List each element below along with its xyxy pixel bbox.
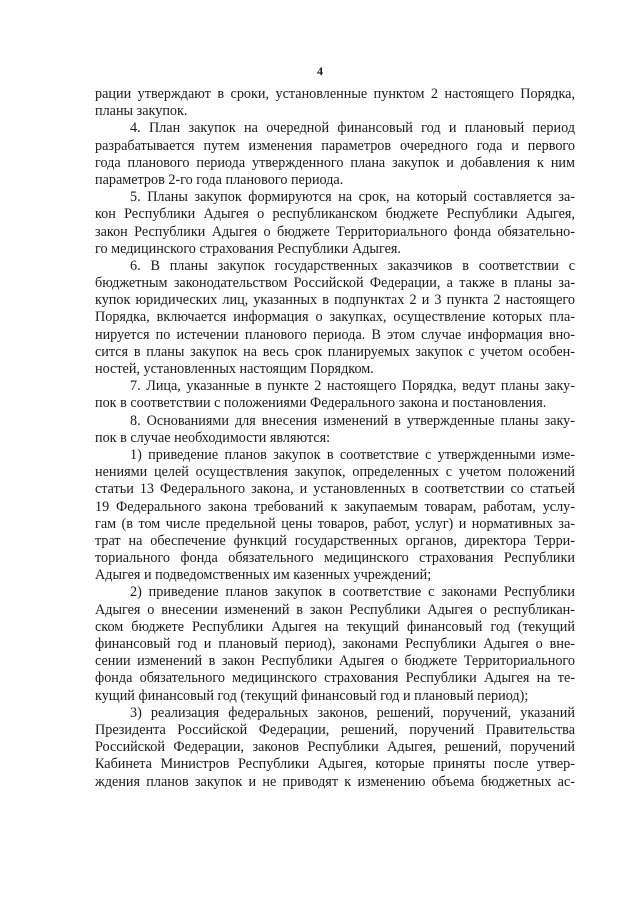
text-line: 7. Лица, указанные в пункте 2 настоящего Порядка, ведут планы заку- (130, 378, 575, 395)
text-line: 4. План закупок на очередной финансовый год и плановый период (130, 120, 575, 137)
text-line: 6. В планы закупок государственных заказчиков в соответствии с (130, 257, 575, 274)
text-line: пок в случае необходимости являются: (95, 429, 331, 446)
text-line: ском бюджете Республики Адыгея на текущий финансовый год (текущий (95, 618, 575, 635)
text-line: 19 Федерального закона требований к закупаемым товарам, работам, услу- (95, 498, 575, 515)
text-line: разрабатывается путем изменения параметров очередного года и первого (95, 137, 575, 154)
text-line: кон Республики Адыгея о республиканском бюджете Республики Адыгея, (95, 206, 575, 223)
text-line: параметров 2-го года планового периода. (95, 171, 344, 188)
text-line: закон Республики Адыгея о бюджете Территориального фонда обязательно- (95, 223, 575, 240)
page-number: 4 (317, 64, 323, 78)
text-line: нениями целей осуществления закупок, определенных с учетом положений (95, 464, 575, 481)
text-line: Российской Федерации, законов Республики Адыгея, решений, поручений (95, 739, 575, 756)
text-line: гам (в том числе предельной цены товаров, работ, услуг) и нормативных за- (95, 515, 575, 532)
text-line: купок юридических лиц, указанных в подпунктах 2 и 3 пункта 2 настоящего (95, 292, 575, 309)
text-line: финансовый год и плановый период), законами Республики Адыгея о вне- (95, 636, 575, 652)
text-line: рации утверждают в сроки, установленные пунктом 2 настоящего Порядка, (95, 86, 575, 102)
text-line: года планового периода утвержденного плана закупок и добавления к ним (95, 154, 575, 171)
text-line: сении изменений в закон Республики Адыгея о бюджете Территориального (95, 653, 575, 670)
body-text (95, 86, 575, 791)
text-line: фонда обязательного медицинского страхования Республики Адыгея на те- (95, 670, 575, 687)
text-line: Президента Российской Федерации, решений, поручений Правительства (95, 721, 575, 738)
text-line: планы закупок. (95, 103, 188, 120)
text-line: пок в соответствии с положениями Федерального закона и постановления. (95, 395, 547, 412)
text-line: ториального фонда обязательного медицинского страхования Республики (95, 550, 575, 567)
text-line: бюджетным законодательством Российской Федерации, а также в планы за- (95, 275, 575, 292)
text-line: 1) приведение планов закупок в соответствие с утвержденными изме- (130, 446, 575, 463)
text-line: Порядка, включается информация о закупках, осуществление которых пла- (95, 309, 575, 326)
text-line: 5. Планы закупок формируются на срок, на который составляется за- (130, 189, 575, 206)
text-line: ностей, установленных настоящим Порядком. (95, 361, 374, 377)
text-line: кущий финансовый год (текущий финансовый год и плановый период); (95, 687, 529, 704)
text-line: сится в планы закупок на весь срок планируемых закупок с учетом особен- (95, 343, 575, 360)
text-line: ждения планов закупок и не приводят к изменению объема бюджетных ас- (95, 773, 575, 790)
text-line: го медицинского страхования Республики Адыгея. (95, 240, 401, 257)
text-line: Адыгея и подведомственных им казенных учреждений; (95, 567, 432, 584)
text-line: трат на обеспечение функций государственных органов, директора Терри- (95, 532, 575, 549)
text-line: 2) приведение планов закупок в соответствие с законами Республики (130, 584, 575, 601)
text-line: 8. Основаниями для внесения изменений в утвержденные планы заку- (130, 412, 575, 429)
text-line: нируется по истечении планового периода. В этом случае информация вно- (95, 326, 575, 343)
text-line: статьи 13 Федерального закона, и установленных в соответствии со статьей (95, 481, 575, 498)
text-line: 3) реализация федеральных законов, решений, поручений, указаний (130, 704, 575, 721)
text-line: Адыгея о внесении изменений в закон Республики Адыгея о республикан- (95, 601, 575, 618)
text-line: Кабинета Министров Республики Адыгея, которые приняты после утвер- (95, 756, 575, 773)
